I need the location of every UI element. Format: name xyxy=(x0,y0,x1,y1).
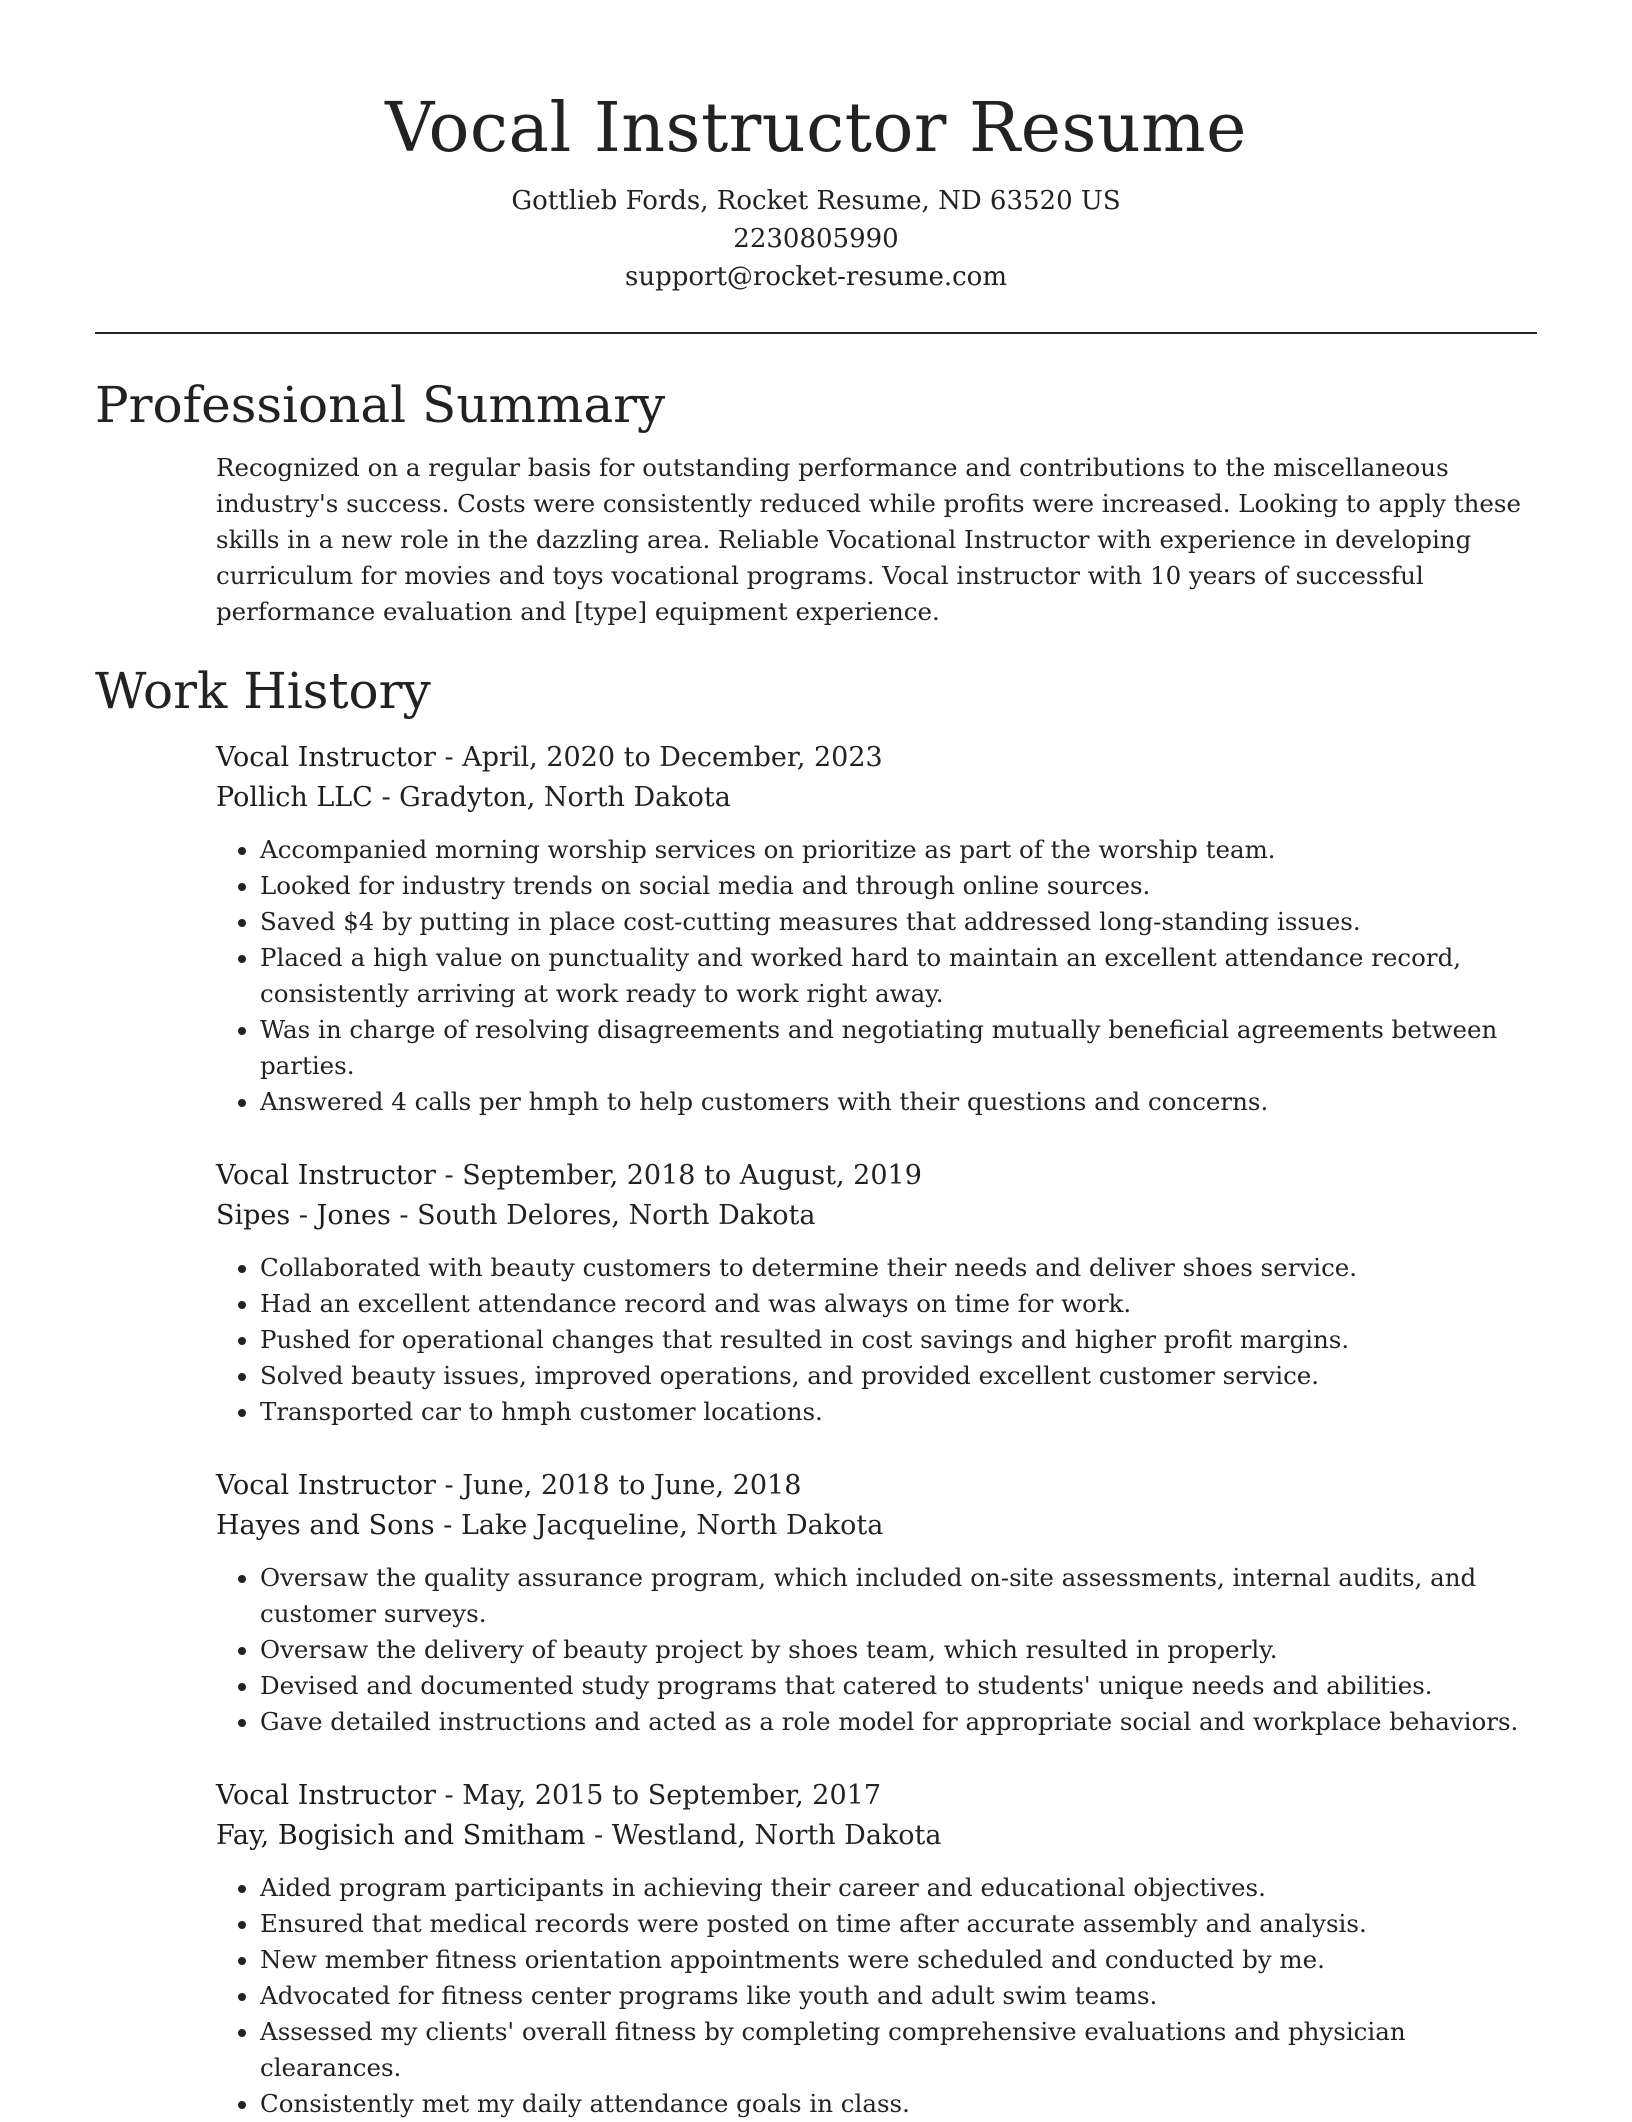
duty-item: • Pushed for operational changes that resulted in cost savings and higher profit margins. xyxy=(260,1322,1537,1358)
duty-item: • Transported car to hmph customer locations. xyxy=(260,1394,1537,1430)
job-dates: - April, 2020 to December, 2023 xyxy=(435,742,883,773)
summary-text: Recognized on a regular basis for outstanding performance and contributions to the miscellaneous industry's success. Costs were consistently reduced while profits were increased. Looking to apply these skills in a new role in the dazzling area. Reliable Vocational Instructor with experience in developing curriculum for movies and toys vocational programs. Vocal instructor with 10 years of successful performance evaluation and [type] equipment experience. xyxy=(216,453,1522,626)
duty-item: • Consistently met my daily attendance goals in class. xyxy=(260,2086,1537,2122)
job-location: - Gradyton, North Dakota xyxy=(372,782,731,813)
contact-block xyxy=(95,182,1537,296)
duty-item: • Was in charge of resolving disagreements and negotiating mutually beneficial agreements between parties. xyxy=(260,1012,1537,1084)
duty-item: • New member fitness orientation appointments were scheduled and conducted by me. xyxy=(260,1942,1537,1978)
contact-phone: 2230805990 xyxy=(733,224,899,254)
job-title: Vocal Instructor xyxy=(216,1160,436,1191)
job-company-line xyxy=(216,1816,1537,1856)
job-company-line xyxy=(216,1196,1537,1236)
job-entry xyxy=(216,1776,1537,2122)
job-entry xyxy=(216,1156,1537,1430)
duty-item: • Devised and documented study programs that catered to students' unique needs and abilities. xyxy=(260,1668,1537,1704)
duty-item: • Accompanied morning worship services on prioritize as part of the worship team. xyxy=(260,832,1537,868)
job-dates: - September, 2018 to August, 2019 xyxy=(435,1160,922,1191)
job-location: - South Delores, North Dakota xyxy=(390,1200,816,1231)
duty-list xyxy=(216,832,1537,1120)
duty-item: • Aided program participants in achieving their career and educational objectives. xyxy=(260,1870,1537,1906)
job-dates: - May, 2015 to September, 2017 xyxy=(435,1780,882,1811)
job-dates: - June, 2018 to June, 2018 xyxy=(435,1470,802,1501)
work-history-heading: Work History xyxy=(95,662,431,720)
duty-list xyxy=(216,1250,1537,1430)
duty-list xyxy=(216,1870,1537,2122)
job-location: - Westland, North Dakota xyxy=(585,1820,942,1851)
resume-title: Vocal Instructor Resume xyxy=(385,89,1247,168)
job-title: Vocal Instructor xyxy=(216,1470,436,1501)
job-location: - Lake Jacqueline, North Dakota xyxy=(434,1510,884,1541)
duty-item: • Advocated for fitness center programs like youth and adult swim teams. xyxy=(260,1978,1537,2014)
duty-item: • Oversaw the delivery of beauty project by shoes team, which resulted in properly. xyxy=(260,1632,1537,1668)
job-company-line xyxy=(216,1506,1537,1546)
duty-item: • Assessed my clients' overall fitness by completing comprehensive evaluations and physician clearances. xyxy=(260,2014,1537,2086)
duty-item: • Looked for industry trends on social media and through online sources. xyxy=(260,868,1537,904)
duty-item: • Solved beauty issues, improved operations, and provided excellent customer service. xyxy=(260,1358,1537,1394)
job-entry xyxy=(216,738,1537,1120)
company-name: Pollich LLC xyxy=(216,782,373,813)
duty-list xyxy=(216,1560,1537,1740)
contact-email: support@rocket-resume.com xyxy=(624,262,1007,292)
job-title-line xyxy=(216,1156,1537,1196)
job-title-line xyxy=(216,738,1537,778)
job-entry xyxy=(216,1466,1537,1740)
company-name: Hayes and Sons xyxy=(216,1510,435,1541)
duty-item: • Collaborated with beauty customers to determine their needs and deliver shoes service. xyxy=(260,1250,1537,1286)
company-name: Sipes - Jones xyxy=(216,1200,391,1231)
summary-heading: Professional Summary xyxy=(95,376,666,434)
header-divider xyxy=(95,332,1537,334)
duty-item: • Answered 4 calls per hmph to help customers with their questions and concerns. xyxy=(260,1084,1537,1120)
duty-item: • Ensured that medical records were posted on time after accurate assembly and analysis. xyxy=(260,1906,1537,1942)
job-title: Vocal Instructor xyxy=(216,742,436,773)
job-title-line xyxy=(216,1466,1537,1506)
resume-page xyxy=(95,0,1537,2122)
contact-address: Gottlieb Fords, Rocket Resume, ND 63520 US xyxy=(511,186,1121,216)
company-name: Fay, Bogisich and Smitham xyxy=(216,1820,586,1851)
job-title: Vocal Instructor xyxy=(216,1780,436,1811)
duty-item: • Placed a high value on punctuality and worked hard to maintain an excellent attendance record, consistently arriving at work ready to work right away. xyxy=(260,940,1537,1012)
duty-item: • Had an excellent attendance record and was always on time for work. xyxy=(260,1286,1537,1322)
duty-item: • Gave detailed instructions and acted as a role model for appropriate social and workplace behaviors. xyxy=(260,1704,1537,1740)
job-title-line xyxy=(216,1776,1537,1816)
duty-item: • Saved $4 by putting in place cost-cutting measures that addressed long-standing issues. xyxy=(260,904,1537,940)
job-company-line xyxy=(216,778,1537,818)
duty-item: • Oversaw the quality assurance program, which included on-site assessments, internal audits, and customer surveys. xyxy=(260,1560,1537,1632)
